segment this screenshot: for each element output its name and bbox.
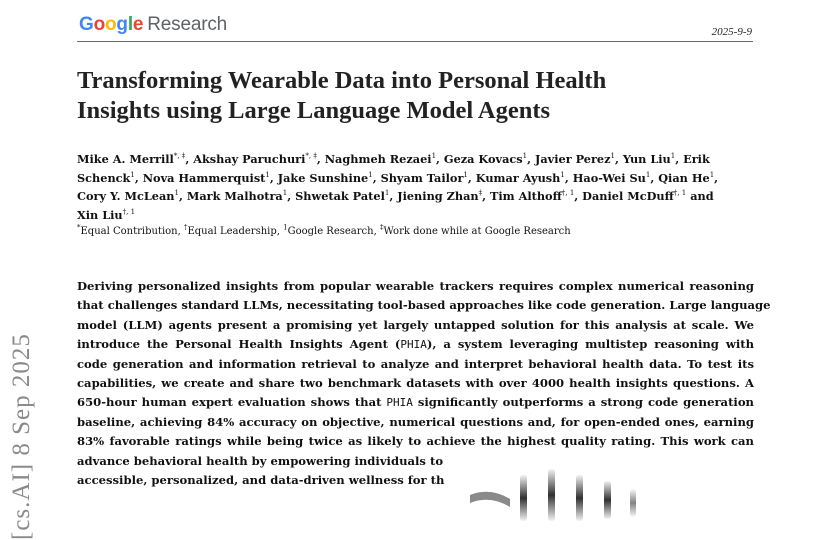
abstract-text: that challenges standard LLMs, necessitating tool-based approaches like code generation. Large language — [77, 298, 771, 313]
affiliation-mark: ‡ — [379, 223, 384, 232]
author-affiliation-mark: 1 — [265, 170, 270, 179]
author-name: Jake Sunshine — [277, 170, 369, 185]
author-name: Shyam Tailor — [380, 170, 464, 185]
abstract-text: significantly outperforms a strong code generation — [412, 395, 754, 410]
logo-suffix: Research — [147, 14, 227, 35]
author-conjunction: and — [690, 189, 714, 203]
affiliation-mark: † — [183, 223, 188, 232]
author-name: Mike A. Merrill — [77, 152, 174, 166]
author-affiliation-mark: 1 — [610, 152, 615, 161]
author-affiliation-mark: 1 — [174, 189, 179, 198]
system-name: PHIA — [400, 338, 427, 352]
author-affiliation-mark: 1 — [368, 170, 373, 179]
abstract-line — [77, 355, 754, 374]
author-name: Shwetak Patel — [295, 189, 385, 203]
abstract-text: 83% favorable ratings while being twice as likely to achieve the highest quality rating. This work can — [77, 434, 754, 449]
affiliation-text: Equal Contribution — [80, 226, 178, 237]
abstract-text: baseline, achieving 84% accuracy on objective, numerical questions and, for open-ended ones, earning — [77, 414, 754, 429]
abstract-line — [77, 432, 754, 451]
abstract-line — [77, 374, 754, 393]
affiliation-mark: * — [77, 223, 81, 232]
abstract-line — [77, 316, 754, 335]
author-affiliation-mark: †, 1 — [122, 207, 136, 216]
affiliation-mark: 1 — [283, 223, 288, 232]
author-name: Erik Schenck — [77, 152, 710, 185]
logo-letter: e — [132, 14, 144, 35]
abstract-line — [77, 277, 754, 296]
abstract-text: introduce the Personal Health Insights Agent ( — [77, 337, 401, 352]
paper-title: Transforming Wearable Data into Personal Health Insights using Large Language Model Agents — [77, 67, 607, 124]
affiliation-text: Google Research — [287, 226, 374, 237]
arxiv-stamp: [cs.AI] 8 Sep 2025 — [8, 333, 35, 540]
abstract-line — [77, 335, 754, 354]
author-affiliation-mark: *, ‡ — [173, 152, 186, 161]
author-affiliation-mark: 1 — [645, 170, 651, 179]
author-name: Javier Perez — [535, 152, 611, 166]
author-affiliation-mark: 1 — [384, 189, 390, 198]
system-name: PHIA — [386, 396, 413, 410]
author-name: Daniel McDuff — [582, 189, 674, 203]
author-affiliation-mark: ‡ — [478, 189, 483, 198]
abstract-line — [77, 296, 771, 315]
author-affiliation-mark: †, 1 — [561, 189, 575, 198]
logo-letter: l — [127, 14, 133, 35]
abstract-line — [77, 393, 754, 412]
author-affiliation-mark: 1 — [522, 152, 528, 161]
google-research-logo[interactable] — [79, 14, 227, 36]
author-name: Cory Y. McLean — [77, 189, 175, 203]
author-affiliation-mark: †, 1 — [673, 189, 687, 198]
logo-letter: o — [105, 14, 117, 35]
author-affiliation-mark: 1 — [709, 170, 715, 179]
author-name: Tim Althoff — [489, 189, 562, 203]
abstract-text: 650-hour human expert evaluation shows that — [77, 395, 387, 410]
header-rule — [77, 41, 753, 42]
author-affiliation-mark: 1 — [431, 152, 437, 161]
author-name: Jiening Zhan — [397, 189, 479, 203]
author-affiliation-mark: 1 — [560, 170, 565, 179]
abstract-text: model (LLM) agents present a promising yet largely untapped solution for this analysis at scale. We — [77, 317, 754, 332]
author-name: Qian He — [658, 170, 710, 185]
author-affiliation-mark: *, ‡ — [305, 152, 317, 161]
author-name: Xin Liu — [77, 207, 123, 222]
abstract-text: capabilities, we create and share two benchmark datasets with over 4000 health insights questions. A — [77, 376, 754, 391]
abstract-text: accessible, personalized, and data-driven wellness for th — [77, 473, 445, 488]
author-affiliation-mark: 1 — [282, 189, 288, 198]
author-name: Hao-Wei Su — [572, 170, 646, 185]
logo-letter: g — [116, 14, 128, 35]
video-loading-overlay — [430, 455, 670, 525]
author-list: Mike A. Merrill*, ‡, Akshay Paruchuri*, ‡, Naghmeh Rezaei$^1$, Geza Kovacs$^1$, Javier Perez$^1$, Yun Liu$^1$, Erik Schenck$^1$, Nova Hammerquist$^1$, Jake Sunshine$^1$, Shyam Tailor$^1$, Kumar Ayush$^1$, Hao-Wei Su$^1$, Qian He$^1$, Cory Y. McLean$^1$, Mark Malhotra$^1$, Shwetak Patel$^1$, Jiening Zhan‡, Tim Althoff$^{\dagger, 1}$, Daniel McDuff$^{\dagger, 1}$ and Xin Liu$^{\dagger, 1}$ — [77, 152, 719, 222]
author-name: Geza Kovacs — [443, 152, 523, 166]
author-name: Akshay Paruchuri — [193, 152, 306, 166]
author-affiliation-mark: 1 — [130, 170, 135, 179]
author-name: Mark Malhotra — [186, 189, 283, 203]
affiliation-text: Work done while at Google Research — [383, 226, 571, 237]
affiliation-text: Equal Leadership — [187, 226, 277, 237]
author-name: Yun Liu — [622, 152, 671, 166]
abstract-text: advance behavioral health by empowering individuals to — [77, 453, 444, 468]
affiliation-notes: *Equal Contribution, †Equal Leadership, $^1$Google Research, ‡Work done while at Google Research — [77, 223, 571, 237]
author-name: Kumar Ayush — [475, 170, 561, 185]
author-name: Naghmeh Rezaei — [324, 152, 432, 166]
author-name: Nova Hammerquist — [142, 170, 266, 185]
logo-brand — [79, 14, 143, 35]
abstract-text: ), a system leveraging multistep reasoning with — [426, 337, 755, 352]
publication-date: 2025-9-9 — [711, 26, 752, 38]
abstract-text: Deriving personalized insights from popular wearable trackers requires complex numerical reasoning — [77, 279, 754, 293]
logo-letter: G — [79, 14, 94, 35]
abstract-line — [77, 413, 754, 432]
abstract-text: code generation and information retrieval to analyze and interpret behavioral health data. To test its — [77, 356, 754, 371]
author-affiliation-mark: 1 — [463, 170, 468, 179]
author-affiliation-mark: 1 — [670, 152, 676, 161]
logo-letter: o — [93, 14, 105, 35]
